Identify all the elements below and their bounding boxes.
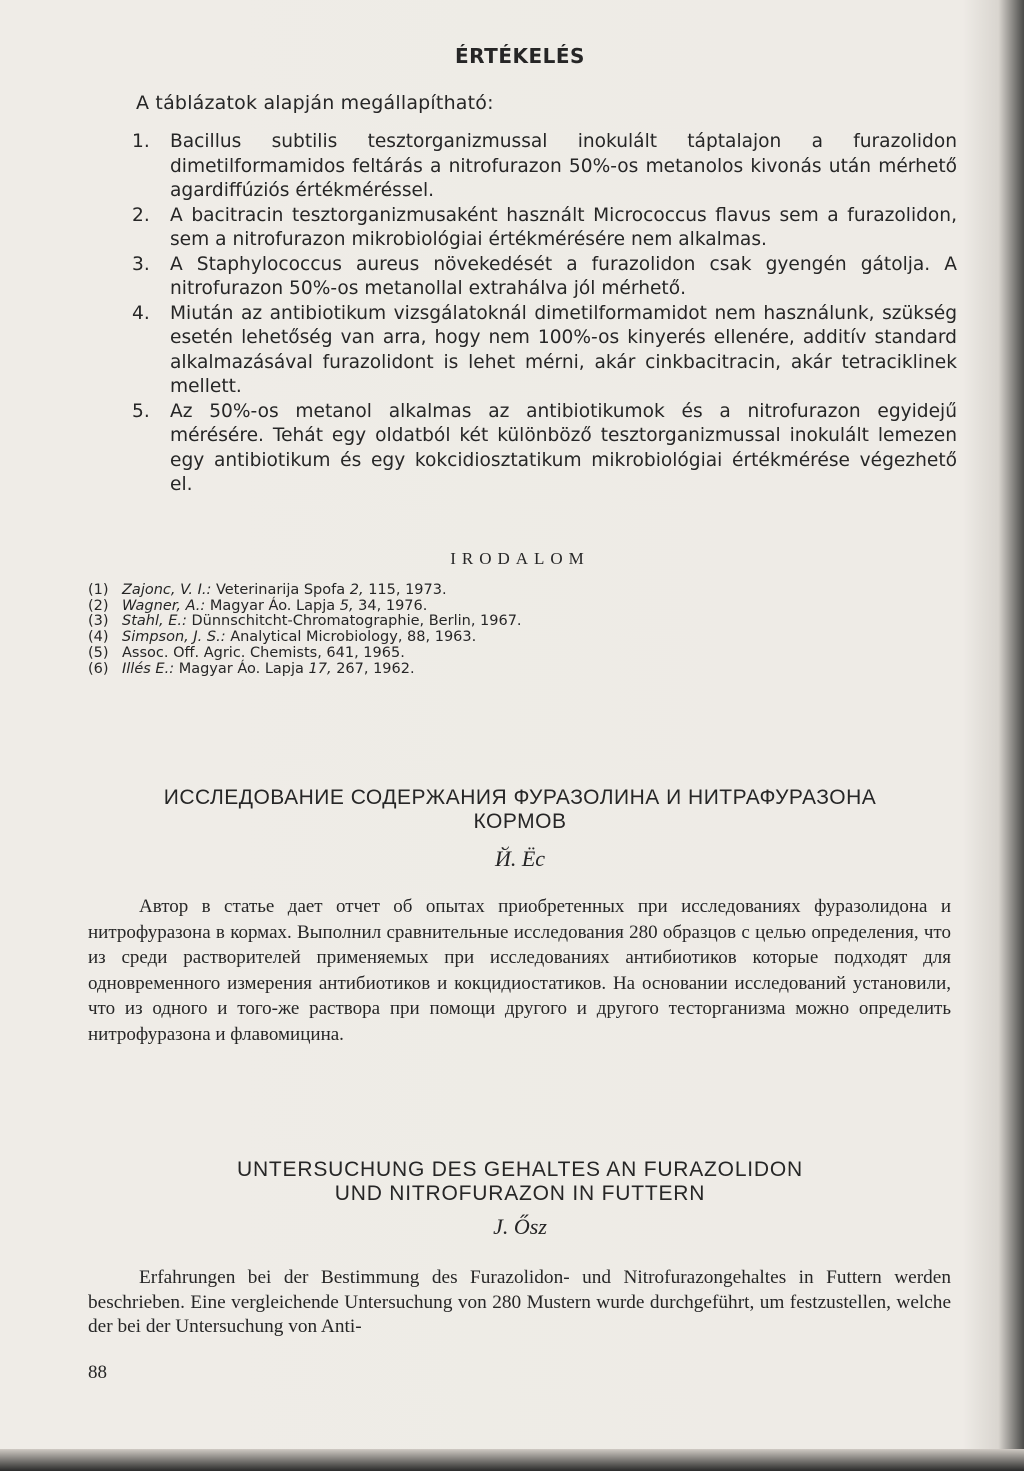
reference-author: Stahl, E.: [122,613,187,630]
finding-number: 2. [132,204,150,226]
reference-number: (6) [88,660,109,677]
russian-title-line: ИССЛЕДОВАНИЕ СОДЕРЖАНИЯ ФУРАЗОЛИНА И НИТРАФУРАЗОНА [163,786,877,809]
reference-source: Magyar Áo. Lapja [209,597,336,614]
reference-rest: 34, 1976. [358,597,428,614]
reference-rest: 115, 1973. [368,582,447,598]
reference-item [88,583,522,599]
reference-number: (3) [88,613,109,630]
german-title-line: UND NITROFURAZON IN FUTTERN [334,1182,706,1205]
section-title: ÉRTÉKELÉS [455,44,585,68]
finding-item [132,253,957,302]
reference-source: Analytical Microbiology, 88, 1963. [230,629,477,646]
russian-abstract: Автор в статье дает отчет об опытах приобретенных при исследованиях фуразолидона и нитрофуразона в кормах. Выполнил сравнительные исследования 280 образцов с целью определения, что из среди растворителей применяемых при исследованиях антибиотиков которые подходят для одновременного измерения антибиотиков и кокцидиостатиков. На основании исследований установили, что из одного и того-же раствора при помощи другого и другого тесторганизма можно определить нитрофуразона и флавомицина. [88,896,951,1045]
reference-number: (5) [88,644,109,661]
german-title-line: UNTERSUCHUNG DES GEHALTES AN FURAZOLIDON [236,1158,803,1181]
russian-title-line: КОРМОВ [473,810,567,833]
scan-bottom-edge [0,1449,1024,1471]
reference-author: Zajonc, V. I.: [122,582,212,598]
finding-text: Miután az antibiotikum vizsgálatoknál dimetilformamidot nem használunk, szükség esetén lehetőség van arra, hogy nem 100%-os kinyerés ellenére, additív standard alkalmazásával furazolidont is lehet mérni, akár cinkbacitracin, akár tetraciklinek mellett. [170,302,957,397]
reference-author: Illés E.: [122,660,175,677]
finding-text: A bacitracin tesztorganizmusaként használt Micrococcus flavus sem a furazolidon, sem a nitrofurazon mikrobiológiai értékmérésére nem alkalmas. [170,204,957,250]
german-abstract: Erfahrungen bei der Bestimmung des Furazolidon- und Nitrofurazongehaltes in Futtern werden beschrieben. Eine vergleichende Untersuchung von 280 Mustern wurde durchgeführt, um festzustellen, welche der bei der Untersuchung von Anti- [88,1267,951,1337]
german-summary-title [0,1158,1024,1206]
finding-number: 3. [132,253,150,275]
reference-number: (1) [88,582,109,598]
reference-author: Simpson, J. S.: [122,629,226,646]
reference-source: Veterinarija Spofa [215,582,346,598]
russian-summary-title [0,786,1024,834]
intro-text: A táblázatok alapján megállapítható: [136,92,494,114]
reference-rest: 267, 1962. [336,660,415,677]
findings-list [132,130,957,498]
russian-author: Й. Ёс [494,846,546,871]
reference-item [88,662,522,678]
reference-number: (2) [88,597,109,614]
finding-number: 1. [132,131,150,152]
finding-item [132,204,957,253]
references-list [88,583,522,677]
finding-item [132,302,957,400]
reference-number: (4) [88,629,109,646]
finding-number: 5. [132,400,150,422]
page-number: 88 [88,1362,107,1383]
finding-number: 4. [132,302,150,324]
finding-item [132,400,957,498]
reference-source: Assoc. Off. Agric. Chemists, 641, 1965. [122,644,405,661]
reference-author: Wagner, A.: [122,597,206,614]
finding-item [132,130,957,204]
reference-item [88,630,522,646]
finding-text: Bacillus subtilis tesztorganizmussal inokulált táptalajon a furazolidon dimetilformamidos feltárás a nitrofurazon 50%-os metanolos kivonás után mérhető agardiffúziós értékméréssel. [170,131,957,201]
reference-item [88,646,522,662]
reference-source: Dünnschitcht-Chromatographie, Berlin, 1967. [191,613,522,630]
reference-volume: 17, [308,660,332,677]
german-author: J. Ősz [493,1214,547,1239]
finding-text: Az 50%-os metanol alkalmas az antibiotikumok és a nitrofurazon egyidejű mérésére. Tehát egy oldatból két különböző tesztorganizmussal inokulált lemezen egy antibiotikum és egy kokcidiosztatikum mikrobiológiai értékmérése végezhető el. [170,400,957,495]
finding-text: A Staphylococcus aureus növekedését a furazolidon csak gyengén gátolja. A nitrofurazon 50%-os metanollal extrahálva jól mérhető. [170,253,957,299]
reference-item [88,599,522,615]
reference-item [88,614,522,630]
reference-volume: 5, [339,597,354,614]
references-heading: IRODALOM [450,549,590,568]
reference-volume: 2, [349,582,364,598]
reference-source: Magyar Áo. Lapja [178,660,304,677]
